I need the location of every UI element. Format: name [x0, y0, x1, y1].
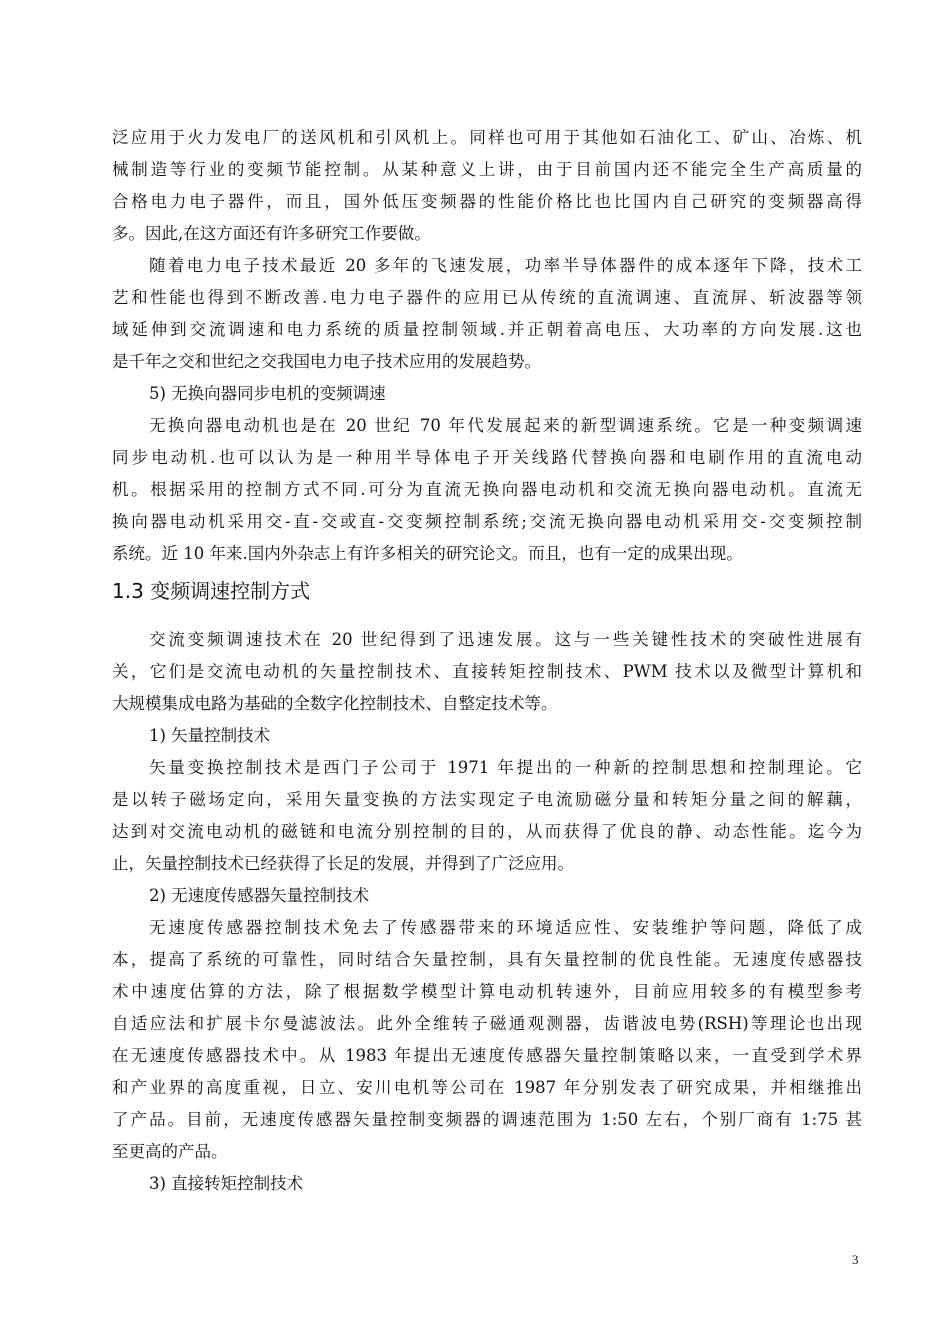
text-line: 是以转子磁场定向，采用矢量变换的方法实现定子电流励磁分量和转矩分量之间的解藕， [112, 790, 862, 809]
section-heading: 1.3 变频调速控制方式 [112, 579, 311, 603]
text-line: 系统。近 10 年来.国内外杂志上有许多相关的研究论文。而且，也有一定的成果出现。 [112, 544, 743, 563]
text-line: 大规模集成电路为基础的全数字化控制技术、自整定技术等。 [112, 694, 558, 713]
text-line: 换向器电动机采用交-直-交或直-交变频控制系统;交流无换向器电动机采用交-交变频控制 [112, 512, 862, 531]
page-number: 3 [852, 1252, 859, 1267]
text-line: 械制造等行业的变频节能控制。从某种意义上讲，由于目前国内还不能完全生产高质量的 [112, 160, 862, 179]
text-line: 关，它们是交流电动机的矢量控制技术、直接转矩控制技术、PWM 技术以及微型计算机和 [112, 662, 862, 681]
list-item-title: 3) 直接转矩控制技术 [149, 1174, 304, 1193]
text-line: 无速度传感器控制技术免去了传感器带来的环境适应性、安装维护等问题，降低了成 [149, 918, 862, 937]
paragraph-1 [112, 122, 862, 250]
text-line: 在无速度传感器技术中。从 1983 年提出无速度传感器矢量控制策略以来，一直受到学术界 [112, 1046, 862, 1065]
paragraph-6 [112, 912, 862, 1168]
list-item-title: 1) 矢量控制技术 [149, 726, 271, 745]
list-item-title: 5) 无换向器同步电机的变频调速 [149, 384, 386, 403]
text-line: 机。根据采用的控制方式不同.可分为直流无换向器电动机和交流无换向器电动机。直流无 [112, 480, 862, 499]
text-line: 随着电力电子技术最近 20 多年的飞速发展，功率半导体器件的成本逐年下降，技术工 [149, 256, 862, 275]
text-line: 至更高的产品。 [112, 1142, 228, 1161]
text-line: 合格电力电子器件，而且，国外低压变频器的性能价格比也比国内自己研究的变频器高得 [112, 192, 862, 211]
text-line: 无换向器电动机也是在 20 世纪 70 年代发展起来的新型调速系统。它是一种变频调速 [149, 416, 862, 435]
paragraph-2 [112, 250, 862, 378]
text-line: 了产品。目前，无速度传感器矢量控制变频器的调速范围为 1:50 左右，个别厂商有 1:75 甚 [112, 1110, 862, 1129]
text-line: 自适应法和扩展卡尔曼滤波法。此外全维转子磁通观测器，齿谐波电势(RSH)等理论也出现 [112, 1014, 862, 1033]
page-content [112, 122, 862, 1200]
text-line: 矢量变换控制技术是西门子公司于 1971 年提出的一种新的控制思想和控制理论。它 [149, 758, 862, 777]
text-line: 达到对交流电动机的磁链和电流分别控制的目的，从而获得了优良的静、动态性能。迄今为 [112, 822, 862, 841]
text-line: 同步电动机.也可以认为是一种用半导体电子开关线路代替换向器和电刷作用的直流电动 [112, 448, 862, 467]
text-line: 和产业界的高度重视，日立、安川电机等公司在 1987 年分别发表了研究成果，并相继推出 [112, 1078, 862, 1097]
text-line: 域延伸到交流调速和电力系统的质量控制领域.并正朝着高电压、大功率的方向发展.这也 [112, 320, 862, 339]
text-line: 是千年之交和世纪之交我国电力电子技术应用的发展趋势。 [112, 352, 541, 371]
paragraph-3 [112, 410, 862, 570]
text-line: 止，矢量控制技术已经获得了长足的发展，并得到了广泛应用。 [112, 854, 574, 873]
paragraph-5 [112, 752, 862, 880]
text-line: 艺和性能也得到不断改善.电力电子器件的应用已从传统的直流调速、直流屏、斩波器等领 [112, 288, 862, 307]
text-line: 术中速度估算的方法，除了根据数学模型计算电动机转速外，目前应用较多的有模型参考 [112, 982, 862, 1001]
text-line: 泛应用于火力发电厂的送风机和引风机上。同样也可用于其他如石油化工、矿山、冶炼、机 [112, 128, 862, 147]
text-line: 多。因此,在这方面还有许多研究工作要做。 [112, 224, 431, 243]
text-line: 交流变频调速技术在 20 世纪得到了迅速发展。这与一些关键性技术的突破性进展有 [149, 630, 862, 649]
paragraph-4 [112, 624, 862, 720]
list-item-title: 2) 无速度传感器矢量控制技术 [149, 886, 370, 905]
text-line: 本，提高了系统的可靠性，同时结合矢量控制，具有矢量控制的优良性能。无速度传感器技 [112, 950, 862, 969]
